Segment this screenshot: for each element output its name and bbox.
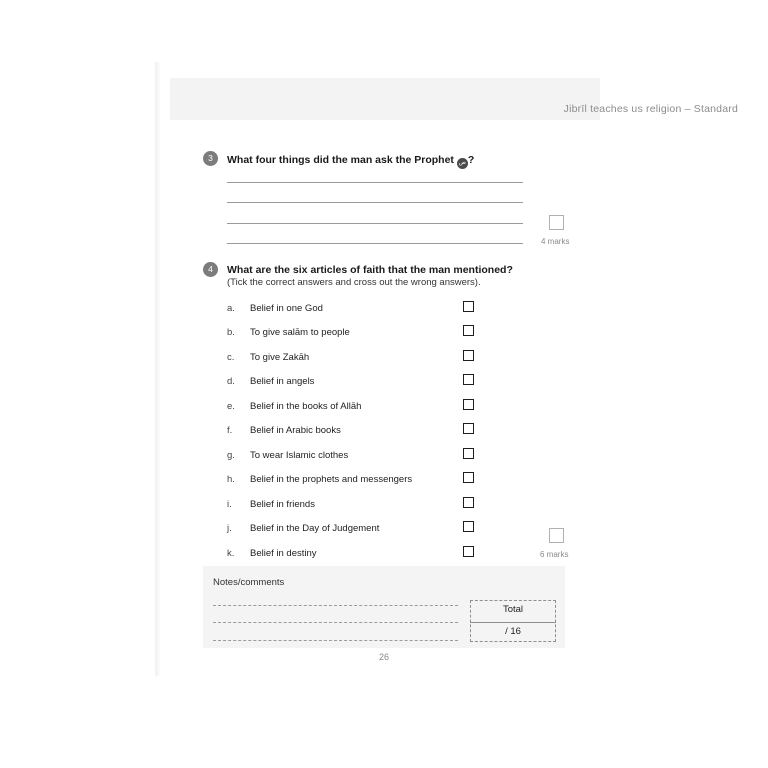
option-label: Belief in friends: [250, 499, 315, 510]
question-4-number: 4: [203, 262, 218, 277]
prophet-salutation-icon: ص: [457, 158, 468, 169]
option-label: To give salām to people: [250, 327, 350, 338]
option-letter: b.: [227, 327, 235, 338]
answer-line[interactable]: [227, 243, 523, 244]
notes-line[interactable]: [213, 640, 458, 641]
option-checkbox[interactable]: [463, 325, 474, 336]
option-checkbox[interactable]: [463, 301, 474, 312]
marks-label-q4: 6 marks: [540, 550, 569, 559]
option-checkbox[interactable]: [463, 521, 474, 532]
option-letter: d.: [227, 376, 235, 387]
option-label: Belief in the Day of Judgement: [250, 523, 380, 534]
option-letter: g.: [227, 450, 235, 461]
option-label: Belief in the prophets and messengers: [250, 474, 413, 485]
option-letter: j.: [227, 523, 232, 534]
notes-line[interactable]: [213, 605, 458, 606]
option-checkbox[interactable]: [463, 350, 474, 361]
option-letter: h.: [227, 474, 235, 485]
option-checkbox[interactable]: [463, 497, 474, 508]
header-band: [170, 78, 600, 120]
marks-label-q3: 4 marks: [541, 237, 570, 246]
total-value[interactable]: / 16: [505, 626, 521, 637]
total-divider: [470, 622, 556, 623]
total-label: Total: [502, 604, 524, 615]
option-label: To give Zakāh: [250, 352, 310, 363]
option-letter: e.: [227, 401, 235, 412]
question-3-text: [227, 154, 474, 169]
page-number: 26: [378, 652, 389, 662]
option-checkbox[interactable]: [463, 448, 474, 459]
question-3-number: 3: [203, 151, 218, 166]
answer-line[interactable]: [227, 223, 523, 224]
option-label: Belief in the books of Allāh: [250, 401, 362, 412]
question-4-text: What are the six articles of faith that the man mentioned?: [227, 264, 513, 276]
marks-box-q3[interactable]: [549, 215, 564, 230]
question-4-subtext: (Tick the correct answers and cross out the wrong answers).: [227, 277, 481, 288]
option-label: Belief in one God: [250, 303, 323, 314]
answer-line[interactable]: [227, 182, 523, 183]
option-label: Belief in destiny: [250, 548, 317, 559]
option-checkbox[interactable]: [463, 546, 474, 557]
option-letter: f.: [227, 425, 233, 436]
page-spine-shadow: [155, 62, 161, 676]
option-checkbox[interactable]: [463, 423, 474, 434]
notes-line[interactable]: [213, 622, 458, 623]
option-checkbox[interactable]: [463, 374, 474, 385]
option-letter: k.: [227, 548, 235, 559]
question-3-text-after: ?: [467, 154, 475, 166]
option-label: To wear Islamic clothes: [250, 450, 349, 461]
option-checkbox[interactable]: [463, 472, 474, 483]
option-letter: i.: [227, 499, 232, 510]
option-label: Belief in Arabic books: [250, 425, 341, 436]
option-checkbox[interactable]: [463, 399, 474, 410]
running-title: Jibrīl teaches us religion – Standard: [563, 103, 738, 115]
option-letter: a.: [227, 303, 235, 314]
marks-box-q4[interactable]: [549, 528, 564, 543]
notes-title: Notes/comments: [213, 577, 285, 588]
option-label: Belief in angels: [250, 376, 315, 387]
question-3-text-before: What four things did the man ask the Prophet: [227, 154, 457, 166]
option-letter: c.: [227, 352, 235, 363]
answer-line[interactable]: [227, 202, 523, 203]
